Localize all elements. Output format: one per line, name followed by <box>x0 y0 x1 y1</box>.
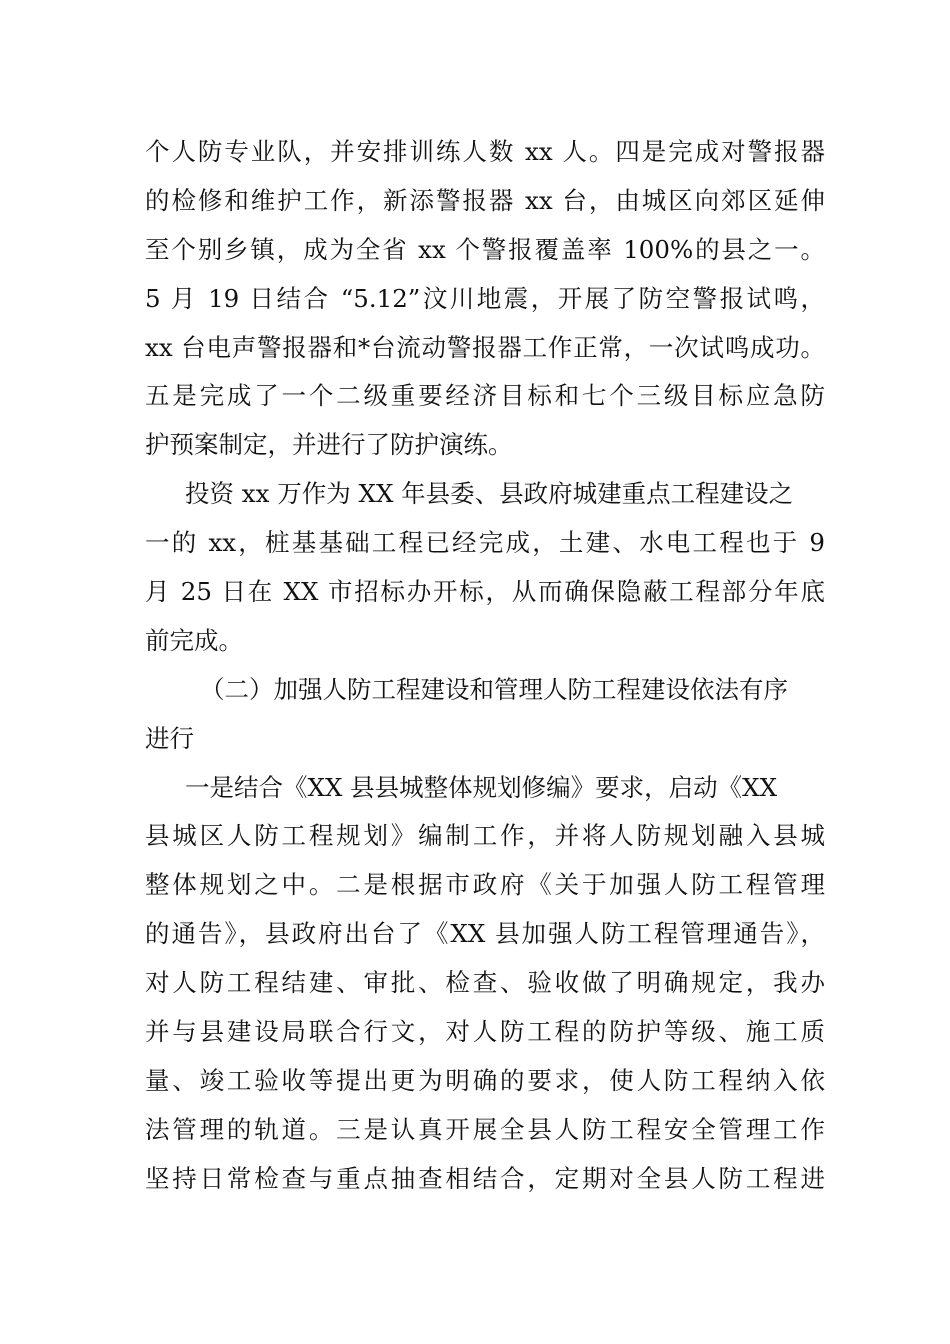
text-line: 的检修和维护工作，新添警报器 xx 台，由城区向郊区延伸 <box>145 185 825 215</box>
text-line: 对人防工程结建、审批、检查、验收做了明确规定，我办 <box>145 968 825 998</box>
text-line: 整体规划之中。二是根据市政府《关于加强人防工程管理 <box>145 870 825 900</box>
text-line: 前完成。 <box>145 625 243 655</box>
text-line: 五是完成了一个二级重要经济目标和七个三级目标应急防 <box>145 381 825 411</box>
text-line: 月 25 日在 XX 市招标办开标，从而确保隐蔽工程部分年底 <box>145 577 825 607</box>
text-line: 的通告》，县政府出台了《XX 县加强人防工程管理通告》， <box>145 919 825 949</box>
text-line: 坚持日常检查与重点抽查相结合，定期对全县人防工程进 <box>145 1163 825 1193</box>
text-line: 护预案制定，并进行了防护演练。 <box>145 430 513 460</box>
text-line: 县城区人防工程规划》编制工作，并将人防规划融入县城 <box>145 821 825 851</box>
text-line: xx 台电声警报器和*台流动警报器工作正常，一次试鸣成功。 <box>145 332 825 362</box>
text-line: 一的 xx，桩基基础工程已经完成，土建、水电工程也于 9 <box>145 528 825 558</box>
text-line: 个人防专业队，并安排训练人数 xx 人。四是完成对警报器 <box>145 137 825 166</box>
text-line: （二）加强人防工程建设和管理人防工程建设依法有序 <box>200 674 788 704</box>
text-line: 量、竣工验收等提出更为明确的要求，使人防工程纳入依 <box>145 1065 825 1095</box>
text-line: 至个别乡镇，成为全省 xx 个警报覆盖率 100%的县之一。 <box>145 234 825 264</box>
text-line: 并与县建设局联合行文，对人防工程的防护等级、施工质 <box>145 1017 825 1047</box>
document-body <box>145 128 825 1204</box>
text-line: 一是结合《XX 县县城整体规划修编》要求，启动《XX <box>185 772 778 802</box>
text-line: 进行 <box>145 723 194 753</box>
text-line: 投资 xx 万作为 XX 年县委、县政府城建重点工程建设之 <box>185 479 794 509</box>
text-line: 法管理的轨道。三是认真开展全县人防工程安全管理工作 <box>145 1114 825 1144</box>
text-line: 5 月 19 日结合 “5.12”汶川地震，开展了防空警报试鸣， <box>145 283 825 313</box>
